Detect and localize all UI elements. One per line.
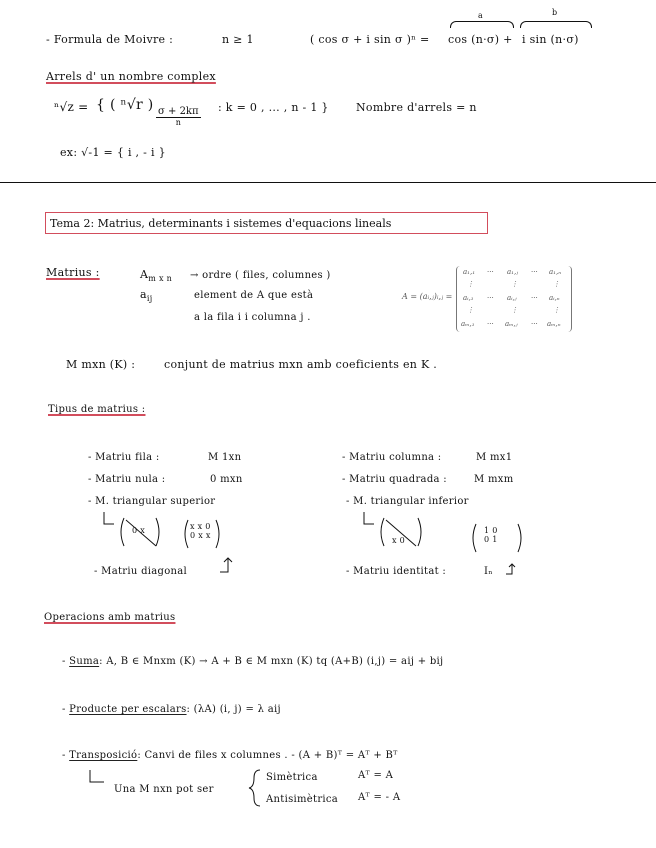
- producte-label: Producte per escalars: [69, 704, 187, 715]
- moivre-label: - Formula de Moivre :: [46, 33, 174, 46]
- aij: [140, 288, 153, 303]
- suma-desc: : A, B ∈ Mnxm (K) → A + B ∈ M mxn (K) tq (A+B) (i,j) = aij + bij: [99, 656, 444, 667]
- matrix-cell: ⋮: [553, 306, 560, 314]
- antisimetrica-val: Aᵀ = - A: [358, 792, 401, 803]
- matriu-columna: - Matriu columna :: [342, 452, 442, 463]
- brace-a: [450, 21, 514, 28]
- moivre-condition: n ≥ 1: [222, 33, 254, 46]
- matrix-cell: aᵢ,ₙ: [549, 294, 560, 302]
- tri-sup-example-1: 0 x: [132, 526, 146, 535]
- matrix-cell: ⋮: [467, 306, 474, 314]
- matrix-cell: aₘ,ₙ: [547, 320, 561, 328]
- tema-title-box: [45, 212, 488, 234]
- arrels-example: ex: √-1 = { i , - i }: [60, 146, 166, 159]
- producte-row: - Producte per escalars: (λA) (i, j) = λ aij: [62, 704, 281, 715]
- arrels-range: : k = 0 , ... , n - 1 }: [218, 101, 329, 114]
- arrels-root: ⁿ√z =: [54, 100, 89, 114]
- aij-sub: ij: [146, 294, 153, 303]
- matrix-cell: aₘ,ⱼ: [505, 320, 518, 328]
- section-divider: [0, 182, 656, 183]
- matrix-cell: aₘ,₁: [461, 320, 475, 328]
- operacions-label: Operacions amb matrius: [44, 612, 176, 623]
- matrix-cell: ···: [531, 294, 538, 302]
- matrix-lhs: A = (aᵢ,ⱼ)ᵢ,ⱼ =: [402, 292, 453, 301]
- matrix-cell: ···: [531, 268, 538, 276]
- matrix-grid: [456, 266, 572, 332]
- identitat-arrow-icon: [504, 562, 518, 578]
- tri-inf-example-1: x 0: [392, 536, 406, 545]
- brace-a-label: a: [478, 11, 484, 20]
- matrix-cell: a₁,ⱼ: [507, 268, 519, 276]
- tri-inf-arrow-diagram: [362, 512, 432, 554]
- diagonal-arrow-icon: [218, 556, 234, 576]
- matriu-fila: - Matriu fila :: [88, 452, 160, 463]
- amxn: [140, 268, 172, 283]
- brace-b-label: b: [552, 8, 558, 17]
- arrels-frac-num: σ + 2kπ: [158, 106, 199, 117]
- suma-row: - Suma: A, B ∈ Mnxm (K) → A + B ∈ M mxn (K) tq (A+B) (i,j) = aij + bij: [62, 656, 444, 667]
- aij-letter: a: [140, 288, 147, 301]
- triangular-superior: - M. triangular superior: [88, 496, 216, 507]
- amxn-letter: A: [140, 268, 149, 281]
- tri-sup-example-2: x x 0 0 x x: [190, 522, 211, 540]
- matriu-columna-val: M mx1: [476, 452, 513, 463]
- matrix-cell: ⋮: [467, 280, 474, 288]
- matrius-label: Matrius :: [46, 266, 100, 279]
- arrels-fraction: [156, 106, 201, 127]
- mmxn-desc: conjunt de matrius mxn amb coeficients en K .: [164, 358, 438, 371]
- matriu-fila-val: M 1xn: [208, 452, 242, 463]
- matrix-cell: ···: [531, 320, 538, 328]
- simetrica-val: Aᵀ = A: [358, 770, 394, 781]
- simetrica: Simètrica: [266, 772, 318, 783]
- matrix-cell: aᵢ,₁: [463, 294, 474, 302]
- amxn-desc: → ordre ( files, columnes ): [190, 270, 331, 281]
- transposicio-arrow-icon: [88, 770, 110, 790]
- arrels-title: Arrels d' un nombre complex: [46, 70, 216, 83]
- matrix-cell: a₁,ₙ: [549, 268, 562, 276]
- matrix-cell: ···: [487, 268, 494, 276]
- matriu-quadrada: - Matriu quadrada :: [342, 474, 447, 485]
- tri-inf-matrix-brackets: [470, 522, 526, 554]
- matriu-diagonal: - Matriu diagonal: [94, 566, 188, 577]
- triangular-inferior: - M. triangular inferior: [346, 496, 469, 507]
- mmxn: M mxn (K) :: [66, 358, 136, 371]
- producte-desc: : (λA) (i, j) = λ aij: [186, 704, 281, 715]
- tipus-label: Tipus de matrius :: [48, 404, 146, 415]
- transposicio-sub: Una M nxn pot ser: [114, 784, 214, 795]
- arrels-count: Nombre d'arrels = n: [356, 101, 477, 114]
- suma-label: Suma: [69, 656, 100, 667]
- matrix-cell: ⋮: [511, 306, 518, 314]
- moivre-term-a: cos (n·σ) +: [448, 33, 513, 46]
- matrix-cell: ⋮: [553, 280, 560, 288]
- matriu-identitat-val: Iₙ: [484, 566, 493, 577]
- aij-desc2: a la fila i i columna j .: [194, 312, 311, 323]
- tri-inf-example-2: 1 0 0 1: [484, 526, 498, 544]
- matriu-quadrada-val: M mxm: [474, 474, 514, 485]
- matrix-cell: a₁,₁: [463, 268, 476, 276]
- antisimetrica: Antisimètrica: [266, 794, 339, 805]
- matrix-cell: aᵢ,ⱼ: [507, 294, 517, 302]
- matriu-nula: - Matriu nula :: [88, 474, 166, 485]
- matriu-nula-val: 0 mxn: [210, 474, 243, 485]
- generic-matrix: [402, 266, 572, 334]
- matrix-cell: ···: [487, 294, 494, 302]
- aij-desc: element de A que està: [194, 290, 314, 301]
- arrels-set-open: { ( ⁿ√r ): [96, 97, 154, 113]
- transposicio-desc: : Canvi de files x columnes . - (A + B)ᵀ = Aᵀ + Bᵀ: [137, 750, 398, 761]
- transposicio-label: Transposició: [69, 750, 138, 761]
- transposicio-row: - Transposició: Canvi de files x columnes . - (A + B)ᵀ = Aᵀ + Bᵀ: [62, 750, 398, 761]
- amxn-sub: m x n: [148, 274, 173, 283]
- arrels-frac-den: n: [175, 118, 181, 127]
- moivre-term-b: i sin (n·σ): [522, 33, 579, 46]
- curly-brace: [248, 768, 262, 808]
- brace-b: [520, 21, 592, 28]
- matrix-cell: ···: [487, 320, 494, 328]
- moivre-formula: ( cos σ + i sin σ )ⁿ =: [310, 33, 430, 46]
- matriu-identitat: - Matriu identitat :: [346, 566, 447, 577]
- matrix-cell: ⋮: [511, 280, 518, 288]
- tema-title: Tema 2: Matrius, determinants i sistemes d'equacions lineals: [50, 217, 392, 230]
